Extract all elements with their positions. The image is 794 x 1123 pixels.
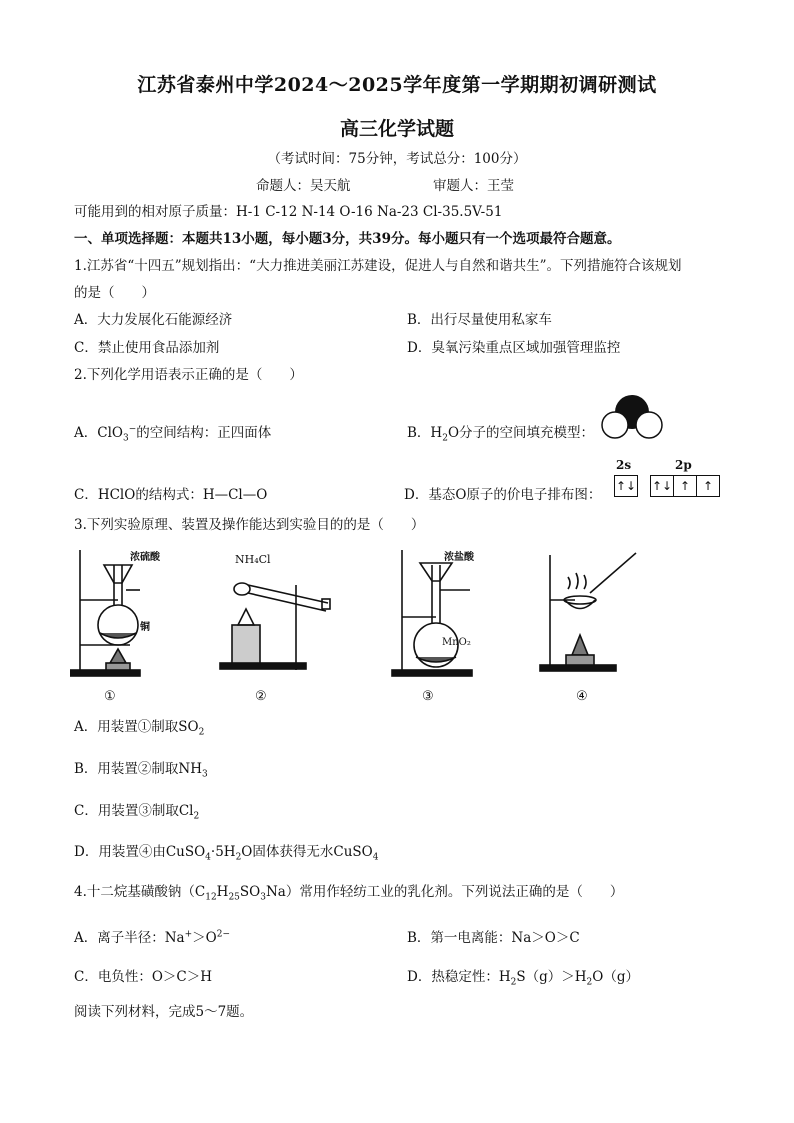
apparatus-3 [392,550,472,676]
reviewer: 审题人：王莹 [433,178,514,194]
apparatus-2 [220,583,330,670]
q2-a-sup: − [128,424,137,435]
orbital-2s-box: ↑↓ [614,475,638,497]
app2-number: ② [255,689,267,704]
q3-c-text: C．用装置③制取Cl [74,803,194,819]
app1-number: ① [104,689,116,704]
q4-d-post: S（g）＞H [516,969,587,985]
q4-a-sup2: 2− [216,929,231,940]
orbital-2p-label: 2p [675,458,692,472]
q3-d-sub1: 4 [205,852,211,863]
app2-label-nh4cl: NH₄Cl [235,553,271,566]
q2-stem: 2.下列化学用语表示正确的是（ ） [74,367,303,383]
section-heading: 一、单项选择题：本题共13小题，每小题3分，共39分。每小题只有一个选项最符合题意。 [74,231,621,247]
exam-subtitle: 高三化学试题 [339,118,454,140]
h2o-space-filling-model [600,394,664,442]
q3-b-text: B．用装置②制取NH [74,761,203,777]
exam-title: 江苏省泰州中学2024～2025学年度第一学期期初调研测试 [137,74,657,96]
q3-stem: 3.下列实验原理、装置及操作能达到实验目的的是（ ） [74,517,425,533]
apparatus-4 [540,553,636,671]
q3-d-text2: ·5H [210,844,236,860]
app1-label-acid: 浓硫酸 [130,552,160,563]
orbital-2p-boxes [650,475,720,497]
app1-label-copper: 铜 [140,622,150,633]
q3-option-d [74,843,378,861]
q4-option-d [407,968,639,986]
q3-d-text1: D．用装置④由CuSO [74,844,206,860]
q2-b-text: O分子的空间填充模型： [447,425,595,441]
q4-stem [74,883,623,901]
q3-d-sub3: 4 [372,852,379,863]
q4-sub-12: 12 [205,892,217,903]
q1-stem-line1: 1.江苏省“十四五”规划指出：“大力推进美丽江苏建设，促进人与自然和谐共生”。下列措施符合该规划 [74,258,682,274]
app3-number: ③ [422,689,434,704]
q2-a-formula: A．ClO [74,425,123,441]
q4-so: SO [239,884,261,900]
q4-a-sup1: + [184,929,193,940]
q1-option-a: A．大力发展化石能源经济 [74,312,233,328]
q2-a-sub: 3 [122,433,129,444]
orbital-2p-box-3: ↑ [702,479,714,493]
q4-option-b: B．第一电离能：Na＞O＞C [407,930,580,946]
q4-a-pre: A．离子半径：Na [74,930,185,946]
orbital-2p-box-1: ↑↓ [651,476,674,496]
q1-option-d: D．臭氧污染重点区域加强管理监控 [407,340,621,356]
q4-stem-post: Na）常用作轻纺工业的乳化剂。下列说法正确的是（ ） [265,884,624,900]
q4-stem-pre: 4.十二烷基磺酸钠（C [74,884,206,900]
orbital-2p-box-2: ↑ [674,476,697,496]
q2-a-text: 的空间结构：正四面体 [136,425,272,441]
lab-apparatus-figure [70,545,720,710]
exam-info: （考试时间：75分钟，考试总分：100分） [267,151,527,167]
q4-d-end: O（g） [592,969,639,985]
reading-instruction: 阅读下列材料，完成5～7题。 [74,1004,254,1020]
q3-d-sub2: 2 [235,852,242,863]
q3-option-c [74,802,199,820]
q1-option-b: B．出行尽量使用私家车 [407,312,552,328]
q3-option-a [74,718,204,736]
q4-d-pre: D．热稳定性：H [407,969,511,985]
q3-c-sub: 2 [193,811,200,822]
app4-number: ④ [576,689,588,704]
q2-b-sub: 2 [442,433,448,444]
app3-label-mno2: MnO₂ [442,637,471,648]
q3-d-text3: O固体获得无水CuSO [241,844,373,860]
q4-sub-25: 25 [228,892,240,903]
q2-b-formula: B．H [407,425,443,441]
atomic-masses: 可能用到的相对原子质量：H-1 C-12 N-14 O-16 Na-23 Cl-35.5V-51 [74,204,503,220]
q2-option-a [74,424,271,442]
q4-option-a [74,929,230,947]
apparatus-1 [70,550,140,676]
orbital-2s-label: 2s [616,458,632,472]
q4-d-sub2: 2 [586,977,593,988]
q2-option-c: C．HClO的结构式：H—Cl—O [74,487,268,503]
q4-option-c: C．电负性：O＞C＞H [74,969,212,985]
q4-d-sub: 2 [510,977,517,988]
app3-label-hcl: 浓盐酸 [444,552,474,563]
q1-stem-line2: 的是（ ） [74,285,155,301]
q3-a-text: A．用装置①制取SO [74,719,199,735]
q4-sub-3: 3 [260,892,266,903]
q3-a-sub: 2 [198,727,205,738]
q4-a-mid: ＞O [192,930,217,946]
q4-h: H [216,884,229,900]
setter: 命题人：吴天航 [256,178,351,194]
q3-option-b [74,760,208,778]
q2-option-d: D．基态O原子的价电子排布图： [404,487,602,503]
q2-option-b [407,424,594,442]
q1-option-c: C．禁止使用食品添加剂 [74,340,220,356]
q3-b-sub: 3 [202,769,208,780]
